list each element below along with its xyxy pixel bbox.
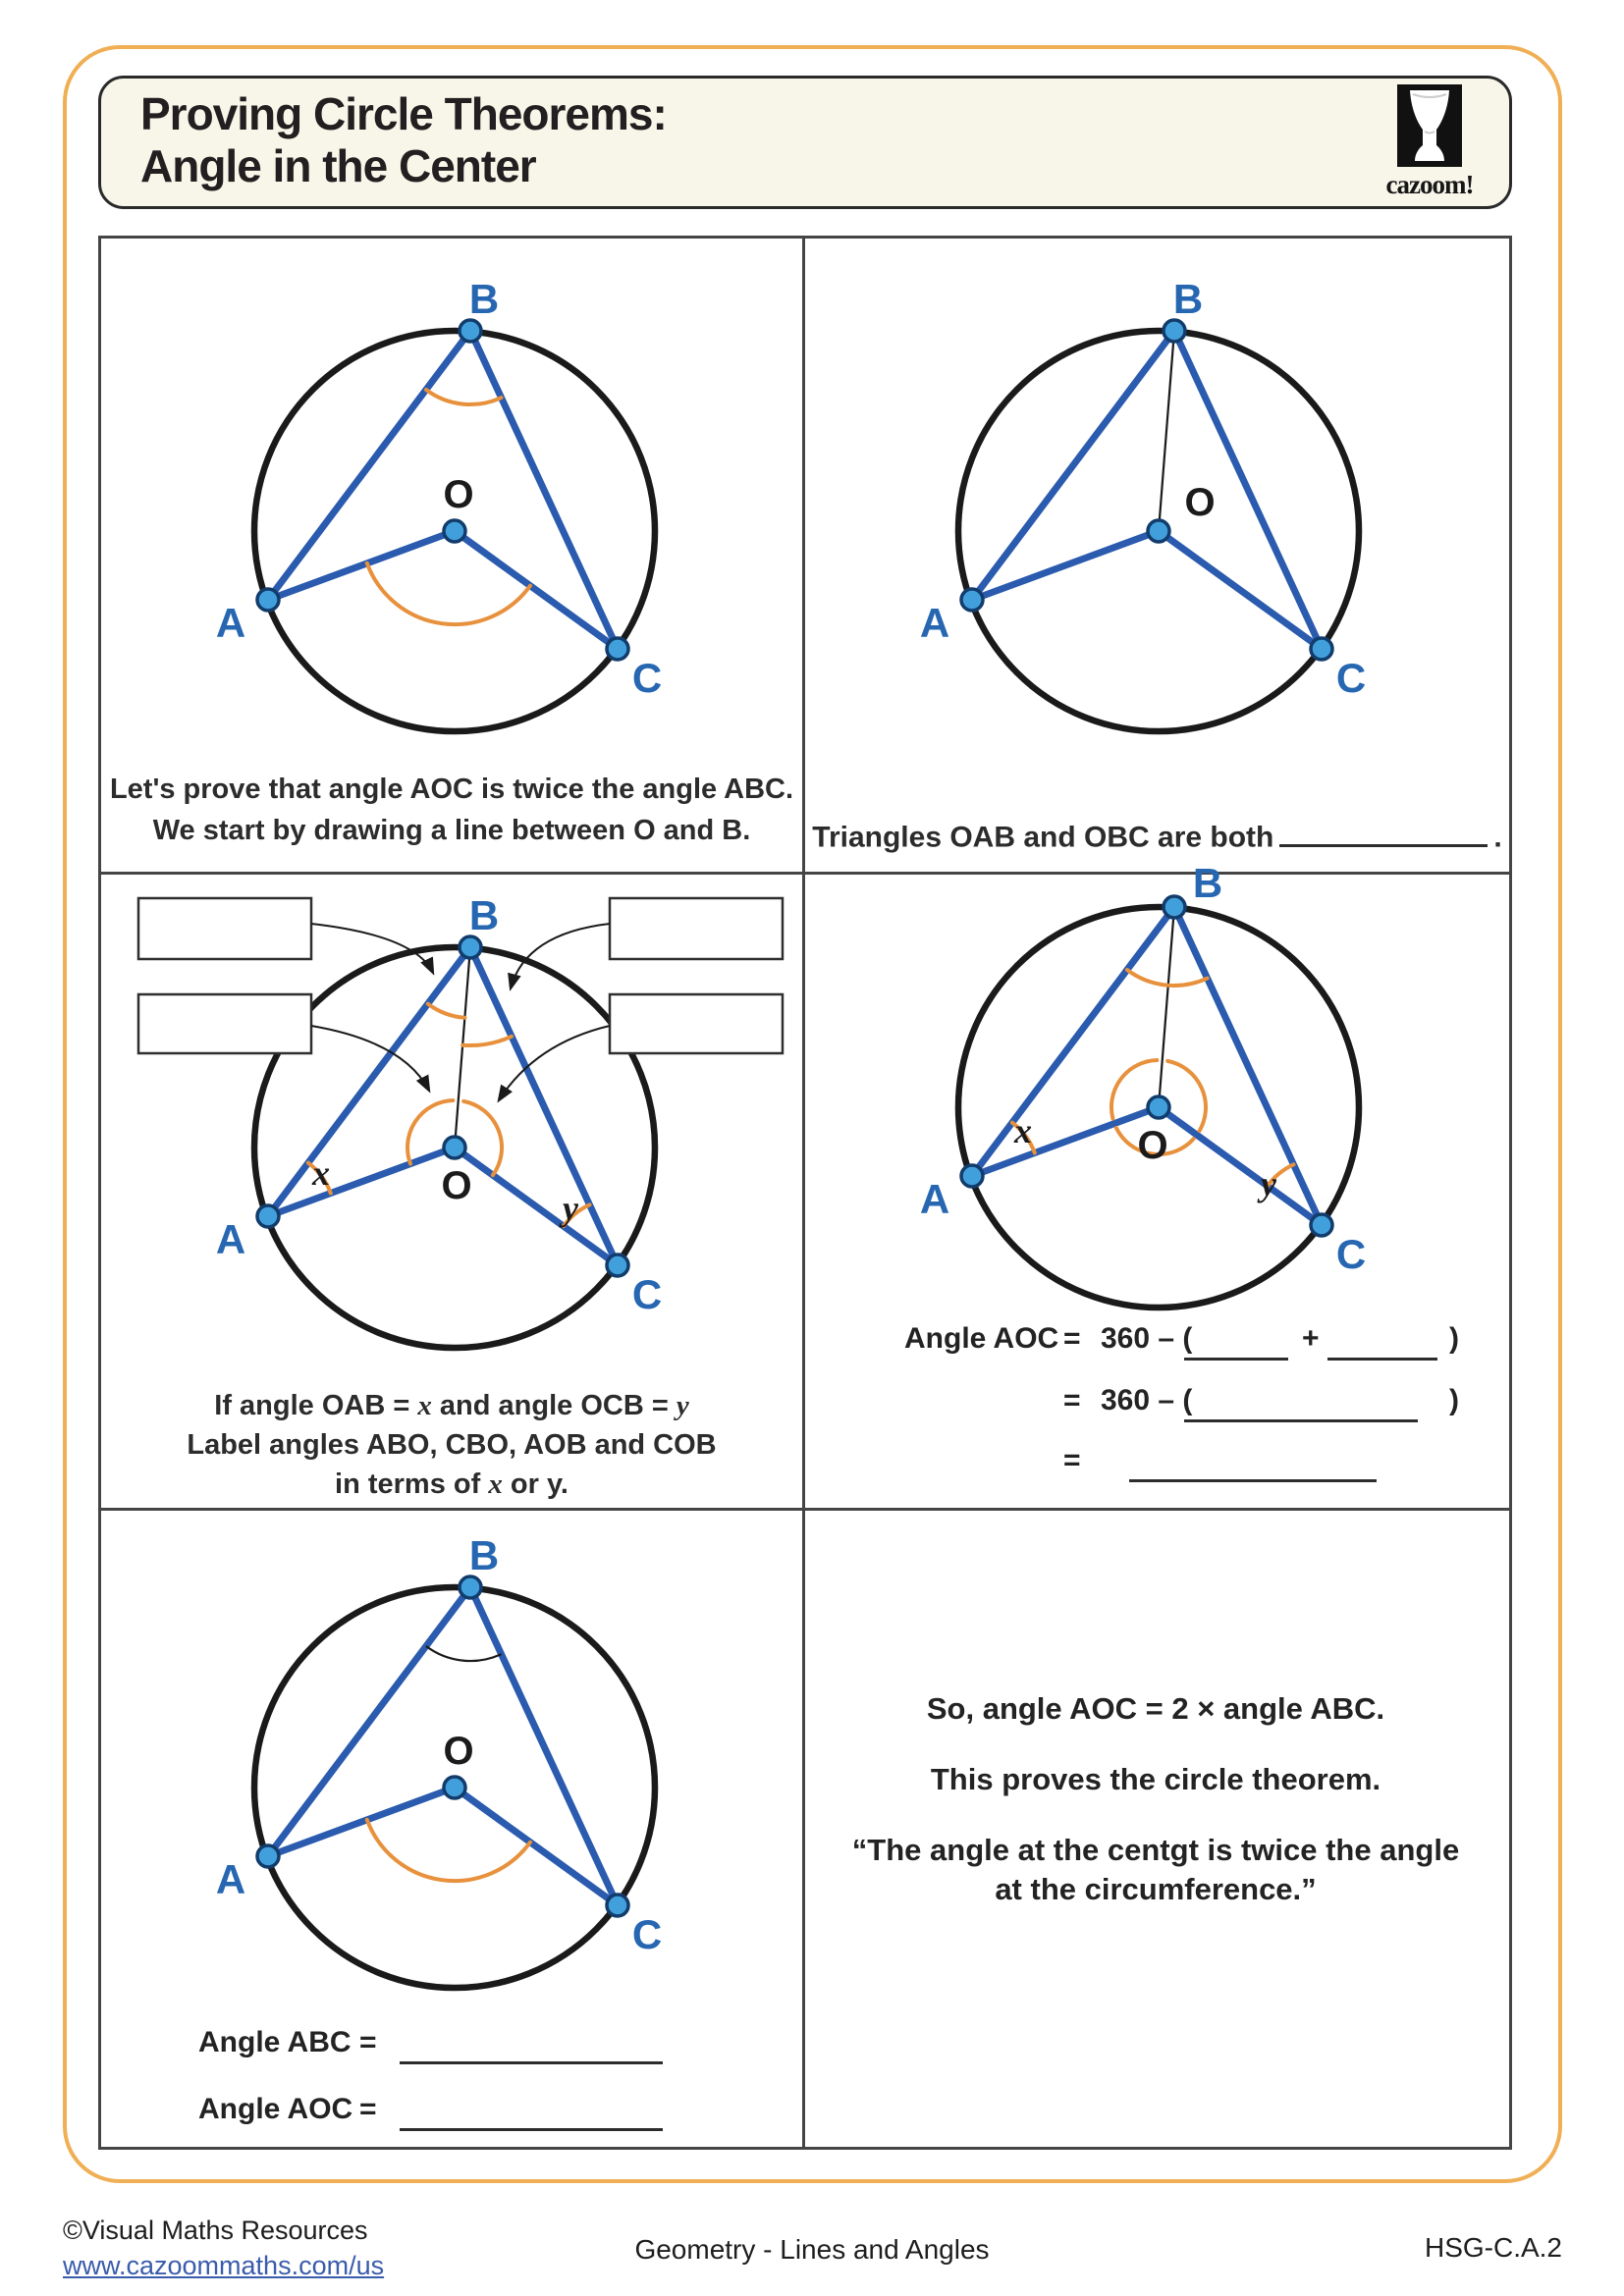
panel-3-labeling <box>101 875 805 1511</box>
point-c <box>607 1895 628 1916</box>
point-b <box>1164 320 1185 342</box>
eq-expr-1-open: 360 – ( <box>1101 1322 1193 1355</box>
panel-3-caption-line1 <box>101 1386 802 1425</box>
answer-label-aoc: Angle AOC <box>198 2093 353 2125</box>
worksheet-grid <box>98 236 1512 2150</box>
point-o <box>444 1777 465 1798</box>
footer-topic: Geometry - Lines and Angles <box>634 2234 990 2265</box>
point-b <box>1164 896 1185 918</box>
var-y: y <box>676 1390 689 1421</box>
header <box>98 76 1512 209</box>
fill-in-blank-isosceles <box>1279 814 1488 847</box>
caption-text: If angle OAB = <box>214 1390 418 1421</box>
panel-5-answers <box>101 1511 805 2147</box>
website-link[interactable]: www.cazoommaths.com/us <box>63 2251 385 2280</box>
eq-equals-2: = <box>1063 1384 1081 1416</box>
angle-arc-abc <box>1127 970 1208 986</box>
chord-bc <box>470 1587 618 1905</box>
conclusion-line1: So, angle AOC = 2 × angle ABC. <box>926 1691 1385 1726</box>
point-c <box>607 638 628 660</box>
label-b: B <box>468 276 500 322</box>
answer-box-abo <box>138 898 311 959</box>
panel-3-caption-line3 <box>101 1465 802 1504</box>
label-c: C <box>631 655 663 701</box>
caption-text: and angle OCB = <box>431 1390 677 1421</box>
label-b: B <box>468 1532 500 1578</box>
panel-2-caption-text: Triangles OAB and OBC are both <box>812 821 1274 854</box>
fill-in-blank-result <box>1129 1444 1377 1482</box>
eq-close-2: ) <box>1449 1384 1459 1416</box>
panel-3-caption-line2: Label angles ABO, CBO, AOB and COB <box>187 1429 717 1461</box>
label-c: C <box>631 1271 663 1317</box>
theorem-statement <box>844 1689 1467 1941</box>
label-o: O <box>1137 1124 1168 1167</box>
angle-arc-aoc <box>367 1820 530 1881</box>
caption-text: in terms of <box>335 1468 489 1500</box>
point-c <box>607 1255 628 1276</box>
panel-1-caption-line1: Let's prove that angle AOC is twice the angle ABC. <box>109 774 794 805</box>
label-b: B <box>1192 860 1223 906</box>
conclusion-line2: This proves the circle theorem. <box>930 1762 1381 1796</box>
label-c: C <box>1335 1231 1367 1277</box>
point-b <box>460 1576 481 1598</box>
angle-arc-aoc <box>367 563 530 624</box>
label-c: C <box>1335 655 1367 701</box>
label-c: C <box>631 1911 663 1957</box>
label-a: A <box>215 1216 246 1262</box>
eq-equals-1: = <box>1063 1322 1081 1355</box>
label-x: x <box>1014 1111 1032 1150</box>
point-c <box>1311 638 1332 660</box>
panel-1-caption <box>101 769 802 851</box>
page-title-line2: Angle in the Center <box>140 140 536 191</box>
label-b: B <box>468 892 500 938</box>
chord-bc <box>470 947 618 1265</box>
caption-text: or y. <box>502 1468 568 1500</box>
point-o <box>1148 520 1169 542</box>
fill-in-blank-x <box>1184 1322 1288 1361</box>
answer-equals-2: = <box>359 2093 377 2125</box>
line-ob <box>1159 331 1174 531</box>
eq-lhs: Angle AOC <box>904 1322 1059 1355</box>
answer-label-abc: Angle ABC <box>198 2026 352 2058</box>
var-x: x <box>417 1390 432 1421</box>
angle-arc-cbo <box>462 1037 512 1045</box>
point-b <box>460 936 481 958</box>
drum-icon <box>1397 84 1462 167</box>
var-x: x <box>488 1468 503 1500</box>
cazoom-logo <box>1366 84 1493 200</box>
eq-expr-2-open: 360 – ( <box>1101 1384 1193 1416</box>
page-title <box>140 88 667 192</box>
label-o: O <box>1184 481 1216 524</box>
point-c <box>1311 1214 1332 1236</box>
panel-2-triangles <box>805 239 1509 875</box>
angle-arc-abc <box>426 1646 502 1661</box>
point-a <box>961 589 983 611</box>
footer-standard-code: HSG-C.A.2 <box>1424 2232 1562 2263</box>
chord-bc <box>470 331 618 649</box>
panel-4-equation <box>805 860 1509 1511</box>
point-a <box>257 1205 279 1227</box>
panel-2-caption-period: . <box>1493 821 1502 854</box>
label-x: x <box>312 1153 330 1193</box>
label-a: A <box>919 1176 950 1222</box>
panel-6-conclusion <box>805 1511 1509 2147</box>
point-b <box>460 320 481 342</box>
chord-bc <box>1174 907 1322 1225</box>
label-y: y <box>1261 1164 1276 1203</box>
theorem-quote: “The angle at the centgt is twice the angle at the circumference.” <box>851 1833 1460 1906</box>
circle-diagram-2 <box>805 239 1509 875</box>
eq-plus: + <box>1302 1322 1320 1355</box>
angle-arc-abc <box>426 390 502 404</box>
panel-1-caption-line2: We start by drawing a line between O and B. <box>152 815 751 846</box>
label-a: A <box>215 600 246 646</box>
fill-in-blank-abc <box>400 2026 663 2064</box>
point-a <box>257 589 279 611</box>
point-a <box>961 1165 983 1187</box>
fill-in-blank-sum <box>1184 1384 1418 1422</box>
fill-in-blank-aoc <box>400 2093 663 2131</box>
label-a: A <box>919 600 950 646</box>
line-ob <box>455 947 470 1148</box>
logo-wordmark: cazoom! <box>1385 170 1474 199</box>
answer-box-cbo <box>610 898 783 959</box>
label-o: O <box>441 1164 472 1207</box>
label-o: O <box>443 1730 474 1773</box>
label-b: B <box>1172 276 1204 322</box>
panel-3-caption <box>101 1386 802 1504</box>
panel-2-caption <box>805 814 1509 855</box>
label-a: A <box>215 1856 246 1902</box>
label-y: y <box>563 1189 578 1228</box>
angle-arc-abo <box>428 1004 465 1018</box>
answer-box-cob <box>610 994 783 1053</box>
point-o <box>444 520 465 542</box>
point-a <box>257 1845 279 1867</box>
line-ob <box>1159 907 1174 1107</box>
page-title-line1: Proving Circle Theorems: <box>140 88 667 139</box>
label-o: O <box>443 473 474 516</box>
point-o <box>444 1137 465 1158</box>
eq-close-1: ) <box>1449 1322 1459 1355</box>
answer-equals-1: = <box>359 2026 377 2058</box>
copyright-text: ©Visual Maths Resources <box>63 2216 368 2245</box>
panel-1-intro <box>101 239 805 875</box>
fill-in-blank-y <box>1327 1322 1437 1361</box>
eq-equals-3: = <box>1063 1444 1081 1476</box>
answer-box-aob <box>138 994 311 1053</box>
point-o <box>1148 1096 1169 1118</box>
